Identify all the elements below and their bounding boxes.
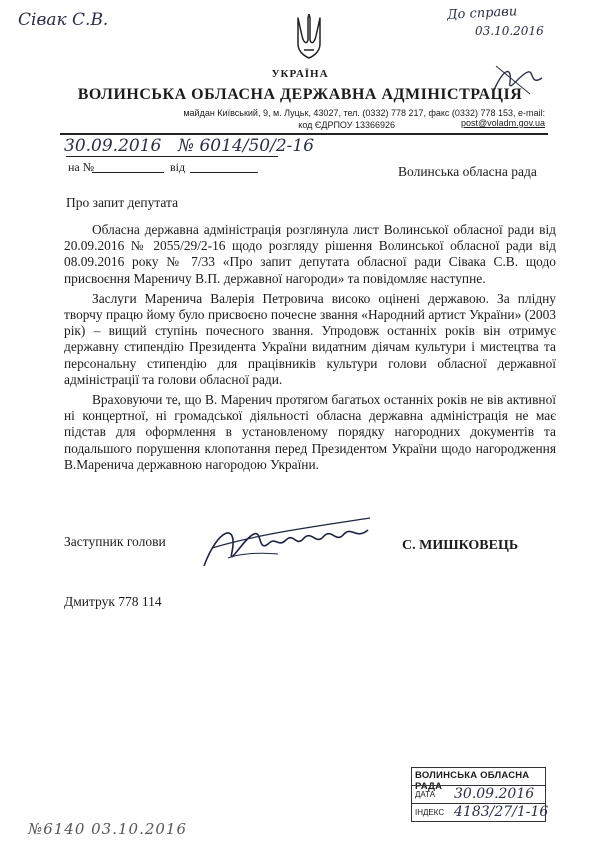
body-paragraph: Враховуючи те, що В. Маренич протягом багатьох останніх років не вів активної ні концертної, ні громадської діяльності обласна державна адміністрація не має підстав для оформлення в установленому порядку нагородних документів та подальшого порушення клопотання перед Президентом України щодо нагородження В.Маренича державною нагородою України. (64, 392, 556, 472)
signatory-position: Заступник голови (64, 534, 166, 549)
stamp-title-row (412, 768, 545, 792)
edrpou-code: код ЄДРПОУ 13366926 (298, 120, 395, 130)
stamp-index-label: ІНДЕКС (415, 808, 445, 817)
recipient: Волинська обласна рада (398, 164, 537, 179)
stamp-date-row (412, 785, 545, 803)
country-heading: УКРАЇНА (271, 68, 329, 80)
letter-subject: Про запит депутата (66, 195, 179, 210)
outgoing-date: 30.09.2016 (64, 136, 162, 156)
stamp-date-value: 30.09.2016 (454, 786, 535, 802)
incoming-registration-stamp (411, 767, 549, 822)
executor-contact: Дмитрук 778 114 (64, 594, 162, 609)
reference-date-line (190, 172, 258, 173)
stamp-title: ВОЛИНСЬКА ОБЛАСНА РАДА (415, 770, 530, 792)
handwritten-resolution-date: 03.10.2016 (475, 24, 544, 38)
handwritten-resolution-note: До справи (446, 4, 518, 23)
outgoing-number: № 6014/50/2-16 (178, 136, 315, 156)
reference-date-label: від (170, 160, 186, 174)
address-text: майдан Київський, 9, м. Луцьк, 43027, тел. (0332) 778 217, факс (0332) 778 153, e-mail: (183, 108, 545, 118)
signatory-name: С. МИШКОВЕЦЬ (402, 538, 519, 553)
email-link[interactable]: post@voladm.gov.ua (460, 118, 545, 128)
stamp-index-value: 4183/27/1-16 (454, 804, 549, 820)
header-divider (60, 133, 548, 135)
handwritten-incoming-note: №6140 03.10.2016 (28, 820, 188, 838)
stamp-index-row (412, 803, 549, 821)
registration-line (66, 156, 278, 157)
handwritten-signature (198, 508, 374, 574)
reference-number-label: на № (68, 160, 95, 174)
handwritten-addressee-note: Сівак С.В. (18, 10, 109, 30)
body-paragraph: Обласна державна адміністрація розглянула лист Волинської обласної ради від 20.09.2016 № 2055/29/2-16 щодо розгляду рішення Волинської обласної ради від 08.09.2016 року № 7/33 «Про запит депутата обласної ради Сівака С.В. щодо присвоєння Мареничу В.П. державної нагороди» та повідомляє наступне. (64, 222, 556, 286)
reference-number-line (92, 172, 164, 173)
body-paragraph: Заслуги Маренича Валерія Петровича високо оцінені державою. За плідну творчу працю йому було присвоєно почесне звання «Народний артист України» (2003 рік) – вищий ступінь почесного звання. Упродовж останніх років він отримує державну стипендію Президента України видатним діячам культури і мистецтва та персональну стипендію для працівників культури голови обласної державної адміністрації та голови обласної ради. (64, 290, 556, 387)
organization-heading: ВОЛИНСЬКА ОБЛАСНА ДЕРЖАВНА АДМІНІСТРАЦІЯ (77, 86, 523, 103)
coat-of-arms-icon (296, 14, 322, 60)
letter-body (64, 222, 556, 477)
stamp-date-label: ДАТА (415, 790, 436, 799)
